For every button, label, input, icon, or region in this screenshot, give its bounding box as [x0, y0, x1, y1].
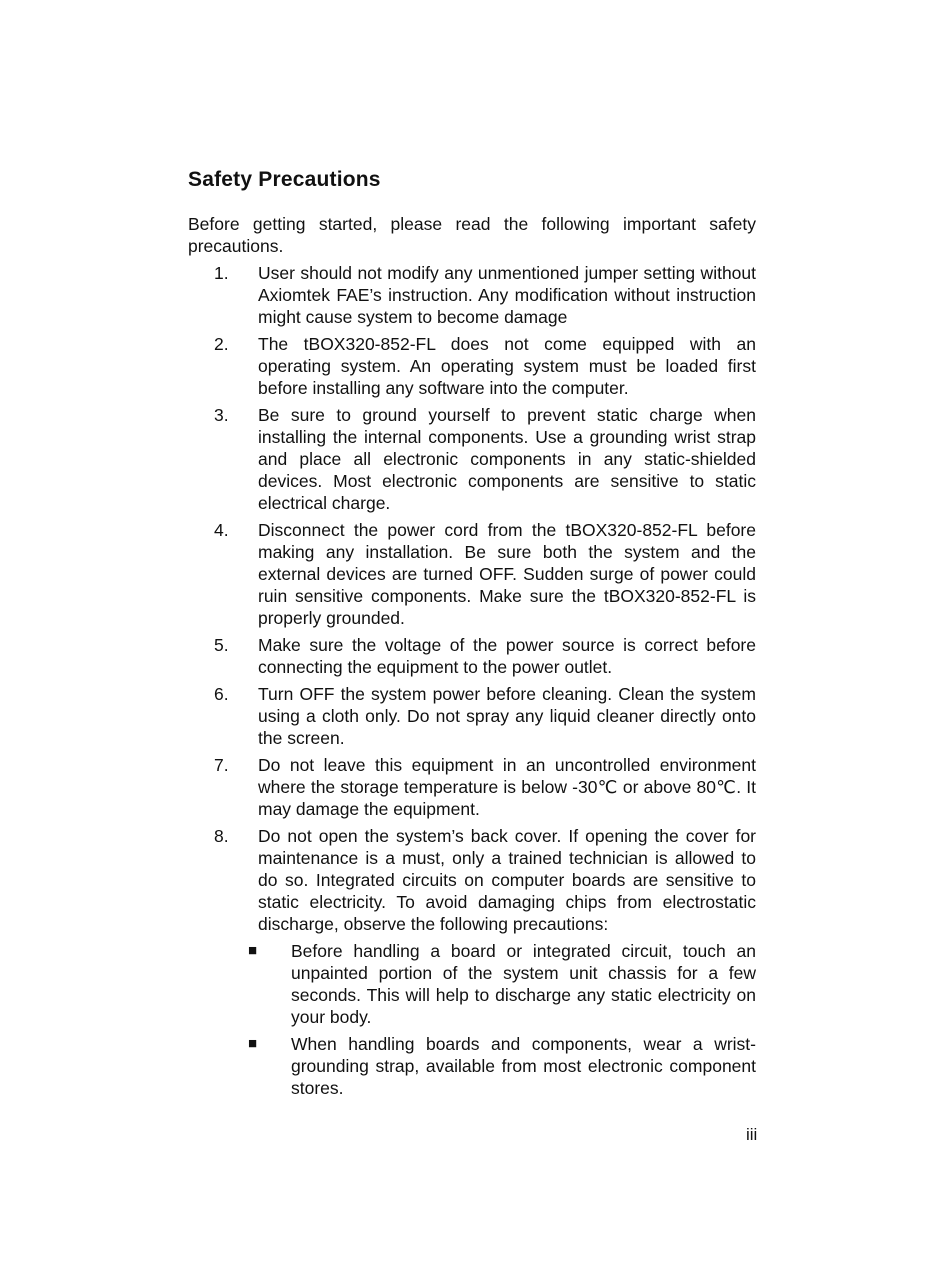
list-item: [188, 683, 756, 749]
item-number: 5.: [214, 635, 229, 655]
item-number: 3.: [214, 405, 229, 425]
square-bullet-icon: ■: [248, 942, 258, 959]
item-text: Do not open the system’s back cover. If opening the cover for maintenance is a must, only a trained technician is allowed to do so. Integrated circuits on computer boards are sensitive to static electricity. To avoid damaging chips from electrostatic discharge, observe the following precautions:: [258, 826, 756, 934]
item-number: 8.: [214, 826, 229, 846]
list-item: [188, 333, 756, 399]
page-title: Safety Precautions: [188, 168, 381, 191]
item-text: User should not modify any unmentioned jumper setting without Axiomtek FAE’s instruction. Any modification without instruction might cause system to become damage: [258, 263, 756, 327]
square-bullet-icon: ■: [248, 1035, 258, 1052]
bullet-item: [188, 1033, 756, 1099]
item-number: 1.: [214, 263, 229, 283]
document-page: [188, 166, 756, 1109]
list-item: [188, 825, 756, 1104]
precautions-list: [188, 262, 756, 1104]
item-text: Be sure to ground yourself to prevent static charge when installing the internal components. Use a grounding wrist strap and place all electronic components in any static-shielded devices. Most electronic components are sensitive to static electrical charge.: [258, 405, 756, 513]
bullet-text: Before handling a board or integrated circuit, touch an unpainted portion of the system unit chassis for a few seconds. This will help to discharge any static electricity on your body.: [291, 941, 756, 1027]
item-number: 2.: [214, 334, 229, 354]
item-text: Do not leave this equipment in an uncontrolled environment where the storage temperature is below -30℃ or above 80℃. It may damage the equipment.: [258, 755, 756, 819]
item-text: The tBOX320-852-FL does not come equipped with an operating system. An operating system must be loaded first before installing any software into the computer.: [258, 334, 756, 398]
list-item: [188, 634, 756, 678]
bullet-list: [188, 940, 756, 1099]
list-item: [188, 262, 756, 328]
list-item: [188, 754, 756, 820]
page-number: iii: [746, 1125, 758, 1144]
list-item: [188, 404, 756, 514]
item-text: Turn OFF the system power before cleaning. Clean the system using a cloth only. Do not spray any liquid cleaner directly onto the screen.: [258, 684, 756, 748]
item-text: Disconnect the power cord from the tBOX320-852-FL before making any installation. Be sure both the system and the external devices are turned OFF. Sudden surge of power could ruin sensitive components. Make sure the tBOX320-852-FL is properly grounded.: [258, 520, 756, 628]
list-item: [188, 519, 756, 629]
item-text: Make sure the voltage of the power source is correct before connecting the equipment to the power outlet.: [258, 635, 756, 677]
bullet-text: When handling boards and components, wear a wrist-grounding strap, available from most electronic component stores.: [291, 1034, 756, 1098]
bullet-item: [188, 940, 756, 1028]
item-number: 4.: [214, 520, 229, 540]
item-number: 6.: [214, 684, 229, 704]
item-number: 7.: [214, 755, 229, 775]
intro-paragraph: Before getting started, please read the following important safety precautions.: [188, 214, 756, 256]
